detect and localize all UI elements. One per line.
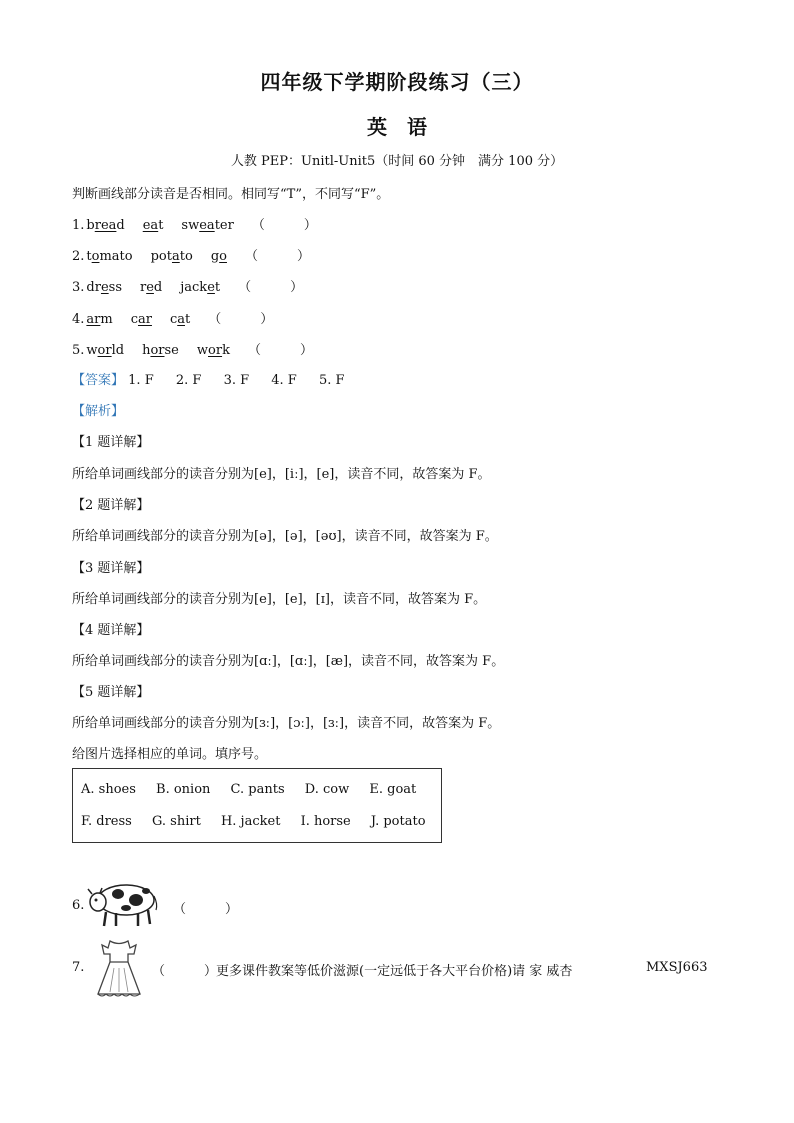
q6-answer-blank[interactable]: （ ） bbox=[173, 902, 239, 917]
word-part: se bbox=[164, 343, 179, 358]
question-number: 4. bbox=[72, 312, 85, 327]
question-word bbox=[140, 280, 162, 295]
options-row bbox=[81, 782, 432, 797]
answer-line bbox=[72, 369, 363, 388]
word-options-box bbox=[72, 768, 442, 843]
question-word bbox=[86, 280, 122, 295]
word-part: h bbox=[142, 343, 151, 358]
word-part: t bbox=[185, 312, 191, 327]
question-word bbox=[86, 343, 124, 358]
word-part: to bbox=[179, 249, 193, 264]
word-part: d bbox=[153, 280, 163, 295]
option-item: H. jacket bbox=[220, 814, 281, 829]
answer-blank[interactable]: （ ） bbox=[208, 312, 274, 327]
word-part: ss bbox=[108, 280, 122, 295]
question-line bbox=[72, 245, 310, 264]
subject-title: 英 语 bbox=[367, 115, 427, 139]
underlined-part: a bbox=[171, 249, 180, 264]
underlined-part: e bbox=[100, 280, 109, 295]
word-part: t bbox=[86, 249, 92, 264]
option-item: F. dress bbox=[81, 814, 132, 829]
option-item: E. goat bbox=[369, 782, 417, 797]
question-number: 5. bbox=[72, 343, 85, 358]
answer-label: 【答案】 bbox=[72, 373, 125, 388]
q6-number: 6. bbox=[72, 898, 85, 913]
answer-item: 2. F bbox=[175, 373, 202, 388]
underlined-part: ea bbox=[199, 218, 215, 233]
word-part: k bbox=[222, 343, 230, 358]
word-part: c bbox=[130, 312, 138, 327]
q7-number: 7. bbox=[72, 960, 85, 975]
question-line bbox=[72, 339, 313, 358]
underlined-part: or bbox=[208, 343, 223, 358]
options-row bbox=[81, 814, 442, 829]
question-number: 1. bbox=[72, 218, 85, 233]
detail-text: 所给单词画线部分的读音分别为[e]，[iː]，[e]，读音不同，故答案为 F。 bbox=[72, 467, 491, 482]
q7-answer-blank[interactable]: （ ） bbox=[152, 964, 218, 979]
cow-picture bbox=[86, 876, 160, 928]
answer-item: 3. F bbox=[223, 373, 250, 388]
detail-head: 【2 题详解】 bbox=[72, 498, 150, 513]
word-part: c bbox=[169, 312, 178, 327]
option-item: D. cow bbox=[304, 782, 350, 797]
detail-text: 所给单词画线部分的读音分别为[e]，[e]，[ɪ]，读音不同，故答案为 F。 bbox=[72, 592, 487, 607]
detail-head: 【1 题详解】 bbox=[72, 435, 150, 450]
word-part: w bbox=[86, 343, 98, 358]
word-part: sw bbox=[181, 218, 200, 233]
question-number: 2. bbox=[72, 249, 85, 264]
section2-instruction: 给图片选择相应的单词。填序号。 bbox=[72, 747, 268, 762]
word-part: jack bbox=[180, 280, 208, 295]
word-part: w bbox=[196, 343, 209, 358]
detail-text: 所给单词画线部分的读音分别为[ə]，[ə]，[əʊ]，读音不同，故答案为 F。 bbox=[72, 529, 498, 544]
word-part: ter bbox=[214, 218, 234, 233]
word-part: g bbox=[210, 249, 220, 264]
underlined-part: o bbox=[91, 249, 100, 264]
underlined-part: ar bbox=[137, 312, 152, 327]
underlined-part: e bbox=[207, 280, 215, 295]
q7-trailer-text: 更多课件教案等低价滋源(一定远低于各大平台价格)请 家 威杏 bbox=[216, 964, 573, 979]
underlined-part: a bbox=[177, 312, 185, 327]
word-part: t bbox=[158, 218, 164, 233]
question-word bbox=[86, 218, 124, 233]
word-part: r bbox=[140, 280, 147, 295]
underlined-part: or bbox=[150, 343, 165, 358]
word-part: b bbox=[86, 218, 95, 233]
answer-blank[interactable]: （ ） bbox=[238, 280, 304, 295]
option-item: I. horse bbox=[300, 814, 351, 829]
underlined-part: ea bbox=[142, 218, 159, 233]
answer-item: 5. F bbox=[318, 373, 345, 388]
word-part: dr bbox=[86, 280, 101, 295]
answer-blank[interactable]: （ ） bbox=[247, 343, 313, 358]
answer-item: 1. F bbox=[128, 373, 154, 388]
answer-blank[interactable]: （ ） bbox=[244, 249, 310, 264]
detail-head: 【4 题详解】 bbox=[72, 623, 150, 638]
question-word bbox=[86, 312, 112, 327]
option-item: C. pants bbox=[230, 782, 285, 797]
question-line bbox=[72, 308, 273, 327]
question-number: 3. bbox=[72, 280, 85, 295]
option-item: A. shoes bbox=[81, 782, 136, 797]
underlined-part: e bbox=[146, 280, 154, 295]
q7-code: MXSJ663 bbox=[646, 960, 708, 975]
word-part: t bbox=[214, 280, 221, 295]
question-line bbox=[72, 276, 303, 295]
question-word bbox=[86, 249, 132, 264]
answer-blank[interactable]: （ ） bbox=[251, 218, 317, 233]
question-word bbox=[143, 218, 164, 233]
option-item: G. shirt bbox=[151, 814, 201, 829]
word-part: mato bbox=[99, 249, 133, 264]
underlined-part: rea bbox=[94, 218, 117, 233]
underlined-part: ar bbox=[86, 312, 101, 327]
detail-head: 【3 题详解】 bbox=[72, 561, 150, 576]
underlined-part: o bbox=[219, 249, 227, 264]
exam-info: 人教 PEP：Unitl-Unit5（时间 60 分钟 满分 100 分） bbox=[230, 154, 564, 169]
word-part: pot bbox=[150, 249, 172, 264]
detail-text: 所给单词画线部分的读音分别为[ɑː]，[ɑː]，[æ]，读音不同，故答案为 F。 bbox=[72, 654, 505, 669]
detail-head: 【5 题详解】 bbox=[72, 685, 150, 700]
dress-picture bbox=[92, 938, 146, 1000]
question-word bbox=[142, 343, 179, 358]
question-word bbox=[197, 343, 230, 358]
question-word bbox=[181, 218, 233, 233]
underlined-part: or bbox=[97, 343, 112, 358]
word-part: d bbox=[116, 218, 125, 233]
question-word bbox=[170, 312, 190, 327]
answer-item: 4. F bbox=[271, 373, 297, 388]
word-part: ld bbox=[111, 343, 125, 358]
section1-instruction: 判断画线部分读音是否相同。相同写“T”，不同写“F”。 bbox=[72, 187, 390, 202]
option-item: B. onion bbox=[156, 782, 211, 797]
question-word bbox=[131, 312, 152, 327]
question-word bbox=[211, 249, 227, 264]
page-title: 四年级下学期阶段练习（三） bbox=[260, 70, 534, 94]
question-word bbox=[151, 249, 193, 264]
option-item: J. potato bbox=[370, 814, 426, 829]
detail-text: 所给单词画线部分的读音分别为[ɜː]，[ɔː]，[ɜː]，读音不同，故答案为 F。 bbox=[72, 716, 501, 731]
question-word bbox=[180, 280, 220, 295]
analysis-label: 【解析】 bbox=[72, 404, 125, 419]
word-part: m bbox=[100, 312, 113, 327]
question-line bbox=[72, 214, 317, 233]
